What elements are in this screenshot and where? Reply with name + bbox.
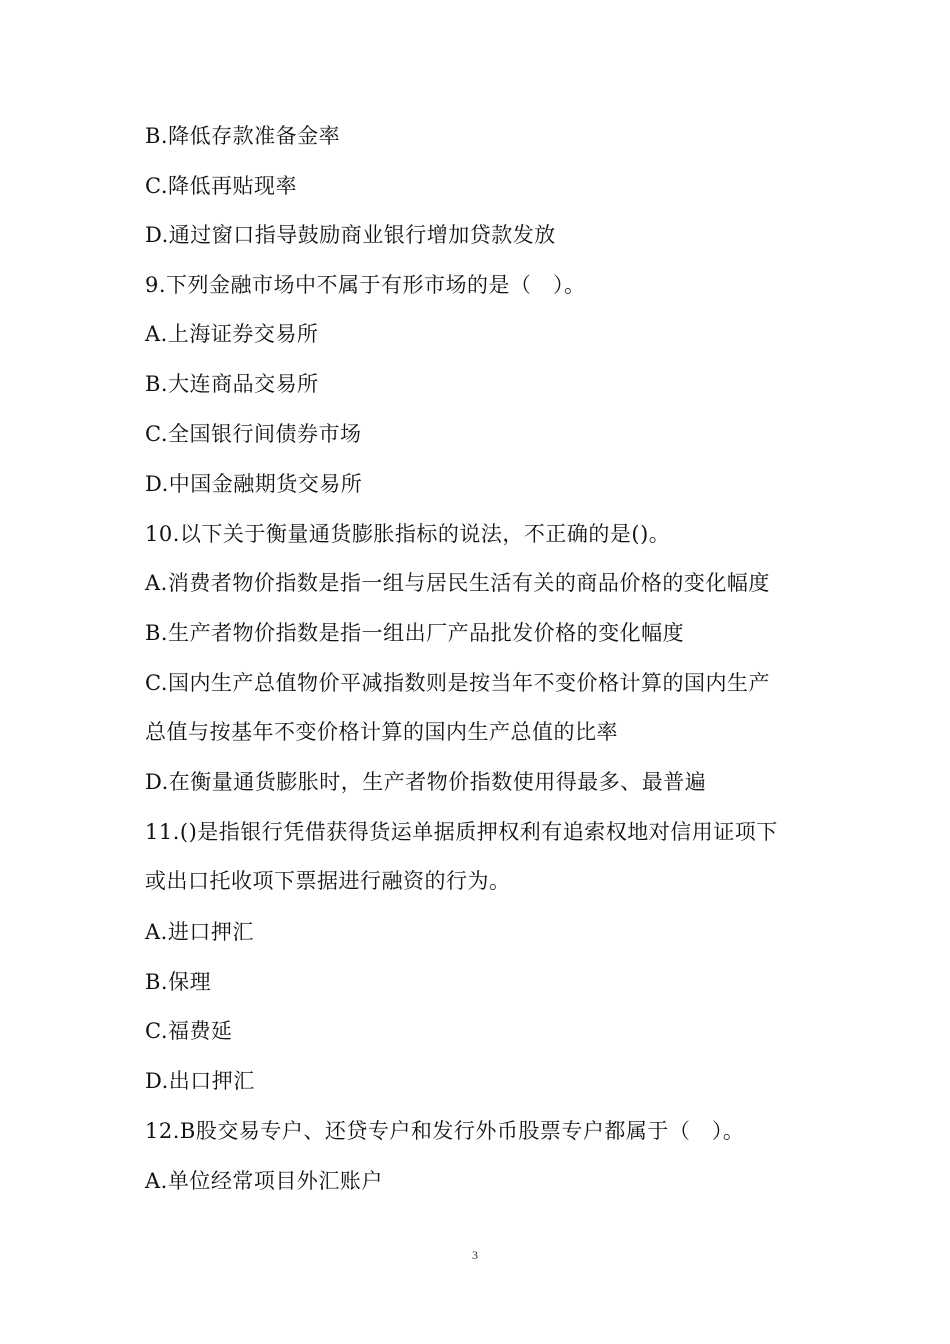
question-11-continued: 或出口托收项下票据进行融资的行为。: [145, 869, 511, 893]
question-10: 10.以下关于衡量通货膨胀指标的说法，不正确的是()。: [145, 522, 671, 546]
option-10d: D.在衡量通货膨胀时，生产者物价指数使用得最多、最普遍: [145, 770, 707, 794]
option-10a: A.消费者物价指数是指一组与居民生活有关的商品价格的变化幅度: [145, 571, 770, 595]
option-11a: A.进口押汇: [145, 920, 254, 944]
option-11d: D.出口押汇: [145, 1069, 255, 1093]
option-10b: B.生产者物价指数是指一组出厂产品批发价格的变化幅度: [145, 621, 685, 645]
option-12a: A.单位经常项目外汇账户: [145, 1169, 383, 1193]
option-9b: B.大连商品交易所: [145, 372, 319, 396]
option-11b: B.保理: [145, 970, 212, 994]
option-9c: C.全国银行间债券市场: [145, 422, 362, 446]
option-8c: C.降低再贴现率: [145, 174, 297, 198]
question-12: 12.B股交易专户、还贷专户和发行外币股票专户都属于（ ）。: [145, 1119, 745, 1143]
option-8d: D.通过窗口指导鼓励商业银行增加贷款发放: [145, 223, 556, 247]
option-9d: D.中国金融期货交易所: [145, 472, 363, 496]
question-9: 9.下列金融市场中不属于有形市场的是（ ）。: [145, 273, 586, 297]
page-number: 3: [472, 1248, 478, 1262]
option-10c-continued: 总值与按基年不变价格计算的国内生产总值的比率: [145, 720, 618, 744]
question-11: 11.()是指银行凭借获得货运单据质押权利有追索权地对信用证项下: [145, 820, 778, 844]
option-10c: C.国内生产总值物价平减指数则是按当年不变价格计算的国内生产: [145, 671, 770, 695]
option-9a: A.上海证券交易所: [145, 322, 319, 346]
option-8b: B.降低存款准备金率: [145, 124, 341, 148]
option-11c: C.福费延: [145, 1019, 233, 1043]
